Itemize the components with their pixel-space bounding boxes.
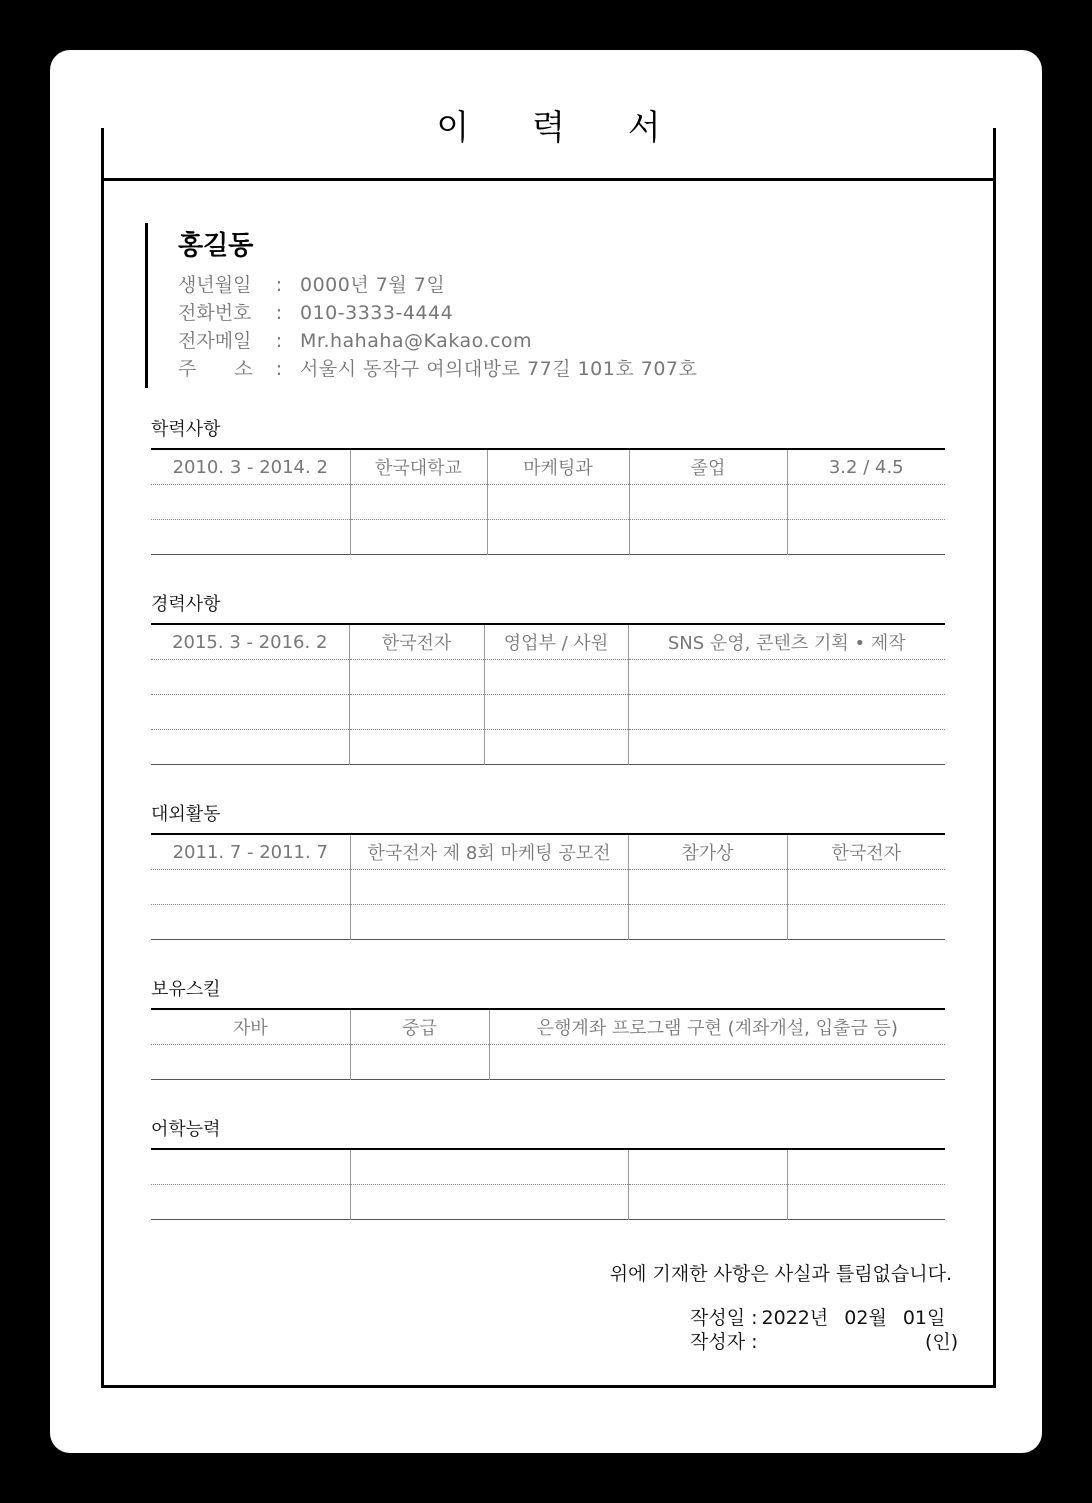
languages-table xyxy=(151,1148,945,1220)
section-title: 보유스킬 xyxy=(151,979,221,1000)
table-cell xyxy=(489,1045,945,1080)
table-cell xyxy=(349,695,484,730)
signature-block xyxy=(690,1306,959,1354)
table-cell xyxy=(484,660,628,695)
info-value: Mr.hahaha@Kakao.com xyxy=(300,330,533,352)
resume-sheet xyxy=(50,50,1042,1453)
title-divider xyxy=(104,178,993,181)
activities-table xyxy=(151,833,945,940)
table-row xyxy=(151,695,945,730)
info-row-birthdate xyxy=(178,271,965,299)
info-separator: : xyxy=(275,302,283,324)
table-row xyxy=(151,660,945,695)
info-label: 생년월일 xyxy=(178,274,252,296)
skills-table xyxy=(151,1008,945,1080)
table-row xyxy=(151,1149,945,1185)
table-cell xyxy=(349,730,484,765)
table-cell xyxy=(787,1149,945,1185)
profile-block xyxy=(145,223,965,388)
table-cell xyxy=(787,870,945,905)
section-title: 경력사항 xyxy=(151,594,221,615)
writer-row xyxy=(690,1330,959,1354)
table-row xyxy=(151,520,945,555)
table-cell xyxy=(151,1045,350,1080)
skills-section xyxy=(151,978,945,1080)
table-cell: SNS 운영, 콘텐츠 기획 • 제작 xyxy=(628,624,945,660)
table-row xyxy=(151,1045,945,1080)
section-title: 어학능력 xyxy=(151,1119,221,1140)
info-label: 전자메일 xyxy=(178,330,252,352)
table-cell xyxy=(151,730,349,765)
section-title: 학력사항 xyxy=(151,419,221,440)
table-cell: 졸업 xyxy=(629,449,787,485)
date-value: 2022년 02월 01일 xyxy=(761,1307,946,1329)
education-rows xyxy=(151,449,945,555)
table-row xyxy=(151,624,945,660)
table-cell: 마케팅과 xyxy=(487,449,629,485)
date-label: 작성일 : xyxy=(690,1307,758,1329)
title-area xyxy=(104,102,993,154)
table-row xyxy=(151,905,945,940)
table-cell xyxy=(628,1149,787,1185)
table-cell xyxy=(629,485,787,520)
table-cell xyxy=(787,905,945,940)
table-cell xyxy=(628,695,945,730)
table-cell xyxy=(151,870,350,905)
career-rows xyxy=(151,624,945,765)
table-cell xyxy=(628,730,945,765)
table-cell xyxy=(484,695,628,730)
table-cell xyxy=(350,1045,489,1080)
career-section xyxy=(151,593,945,765)
table-cell: 자바 xyxy=(151,1009,350,1045)
career-table xyxy=(151,623,945,765)
info-row-email xyxy=(178,327,965,355)
languages-rows xyxy=(151,1149,945,1220)
info-value: 0000년 7월 7일 xyxy=(300,274,446,296)
table-cell xyxy=(484,730,628,765)
info-value: 010-3333-4444 xyxy=(300,302,454,324)
table-cell xyxy=(349,660,484,695)
table-cell: 2011. 7 - 2011. 7 xyxy=(151,834,350,870)
table-cell: 한국대학교 xyxy=(350,449,487,485)
table-cell xyxy=(787,1185,945,1220)
table-cell xyxy=(151,485,350,520)
skills-rows xyxy=(151,1009,945,1080)
table-cell xyxy=(487,485,629,520)
education-table xyxy=(151,448,945,555)
info-label: 전화번호 xyxy=(178,302,252,324)
table-cell: 2015. 3 - 2016. 2 xyxy=(151,624,349,660)
table-cell: 영업부 / 사원 xyxy=(484,624,628,660)
table-cell xyxy=(487,520,629,555)
table-row xyxy=(151,1185,945,1220)
table-cell xyxy=(787,485,945,520)
table-cell xyxy=(350,1185,628,1220)
table-cell: 한국전자 xyxy=(349,624,484,660)
table-cell xyxy=(151,660,349,695)
page-title: 이 력 서 xyxy=(410,102,686,154)
info-value: 서울시 동작구 여의대방로 77길 101호 707호 xyxy=(300,358,698,380)
table-row xyxy=(151,834,945,870)
table-cell xyxy=(629,520,787,555)
table-row xyxy=(151,485,945,520)
table-cell: 참가상 xyxy=(628,834,787,870)
table-cell xyxy=(628,660,945,695)
table-cell xyxy=(350,870,628,905)
table-cell: 한국전자 xyxy=(787,834,945,870)
info-row-phone xyxy=(178,299,965,327)
table-cell xyxy=(350,905,628,940)
table-cell: 한국전자 제 8회 마케팅 공모전 xyxy=(350,834,628,870)
table-cell xyxy=(628,905,787,940)
languages-section xyxy=(151,1118,945,1220)
confirmation-statement: 위에 기재한 사항은 사실과 틀림없습니다. xyxy=(609,1263,952,1285)
activities-section xyxy=(151,803,945,940)
table-cell: 2010. 3 - 2014. 2 xyxy=(151,449,350,485)
table-cell xyxy=(628,870,787,905)
education-section xyxy=(151,418,945,555)
table-row xyxy=(151,870,945,905)
info-separator: : xyxy=(275,330,283,352)
table-cell xyxy=(350,485,487,520)
table-cell xyxy=(350,520,487,555)
activities-rows xyxy=(151,834,945,940)
table-cell xyxy=(151,1149,350,1185)
writer-label: 작성자 : xyxy=(690,1331,758,1353)
table-cell xyxy=(151,695,349,730)
table-cell: 은행계좌 프로그램 구현 (계좌개설, 입출금 등) xyxy=(489,1009,945,1045)
seal-mark: (인) xyxy=(925,1331,959,1353)
info-row-address xyxy=(178,355,965,383)
applicant-name: 홍길동 xyxy=(178,231,254,261)
table-row xyxy=(151,1009,945,1045)
info-separator: : xyxy=(275,274,283,296)
table-cell xyxy=(151,1185,350,1220)
table-cell xyxy=(787,520,945,555)
date-row xyxy=(690,1306,945,1330)
table-row xyxy=(151,449,945,485)
info-separator: : xyxy=(275,358,283,380)
table-cell: 중급 xyxy=(350,1009,489,1045)
table-cell xyxy=(151,905,350,940)
info-label: 주 소 xyxy=(178,358,253,380)
table-cell: 3.2 / 4.5 xyxy=(787,449,945,485)
table-cell xyxy=(151,520,350,555)
section-title: 대외활동 xyxy=(151,804,221,825)
table-row xyxy=(151,730,945,765)
table-cell xyxy=(628,1185,787,1220)
table-cell xyxy=(350,1149,628,1185)
